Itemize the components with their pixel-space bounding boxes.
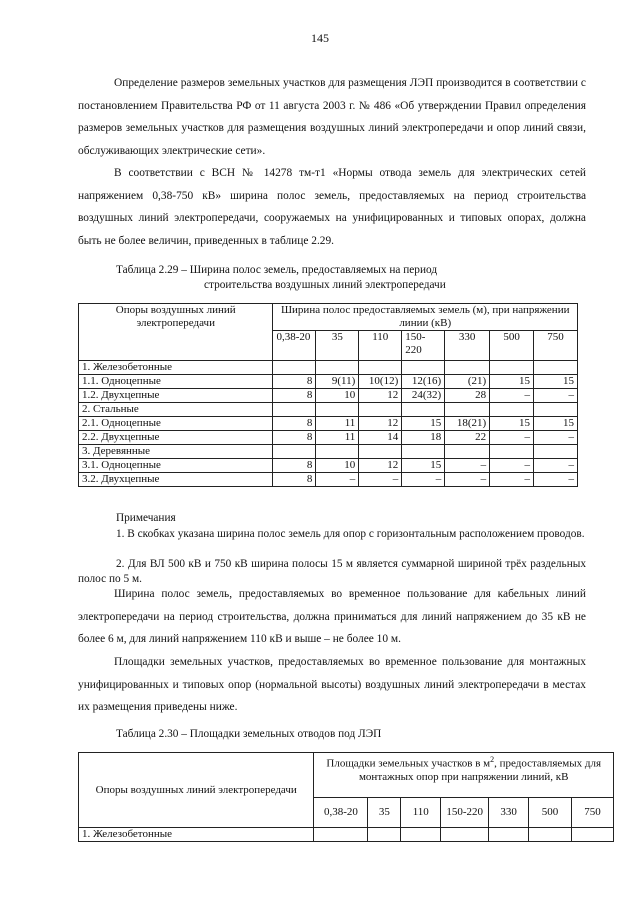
table-229-cell: –: [359, 473, 402, 487]
table-229-row-label: 1.1. Одноцепные: [79, 375, 273, 389]
table-229-cell: [534, 361, 578, 375]
table-229: [78, 303, 578, 487]
table-229-cell: (21): [445, 375, 490, 389]
table-229-cell: 11: [316, 431, 359, 445]
voltage-header: 500: [490, 331, 534, 361]
table-229-cell: –: [316, 473, 359, 487]
table-229-row: [79, 459, 578, 473]
table-229-cell: –: [445, 473, 490, 487]
table-229-cell: 8: [273, 431, 316, 445]
table-229-cell: [316, 445, 359, 459]
table-229-cell: –: [490, 473, 534, 487]
table-229-caption-line2: строительства воздушных линий электропередачи: [204, 279, 446, 291]
table-229-cell: 10: [316, 389, 359, 403]
table-229-cell: [316, 403, 359, 417]
voltage-header: 35: [368, 798, 401, 828]
table-229-cell: [359, 445, 402, 459]
table-229-row-label: 1. Железобетонные: [79, 361, 273, 375]
table-229-cell: [534, 445, 578, 459]
table-230-cell: [314, 828, 368, 842]
table-229-row: [79, 403, 578, 417]
table-230-row-label: 1. Железобетонные: [79, 828, 314, 842]
table-230-header-post: , предоставляемых для монтажных опор при напряжении линий, кВ: [358, 757, 602, 783]
table-229-cell: [273, 445, 316, 459]
table-229-cell: [359, 403, 402, 417]
paragraph-intro: Определение размеров земельных участков для размещения ЛЭП производится в соответствии с постановлением Правительства РФ от 11 августа 2003 г. № 486 «Об утверждении Правил определения размеров земельных участков для размещения воздушных линий электропередачи и опор линий связи, обслуживающих электрические сети».: [78, 77, 586, 157]
table-229-cell: 12: [359, 459, 402, 473]
table-229-cell: [490, 361, 534, 375]
table-229-row-label: 3. Деревянные: [79, 445, 273, 459]
table-229-cell: 8: [273, 417, 316, 431]
table-229-cell: –: [445, 459, 490, 473]
table-229-cell: 18: [402, 431, 445, 445]
table-229-cell: [445, 361, 490, 375]
table-229-cell: 12: [359, 389, 402, 403]
table-229-cell: [402, 403, 445, 417]
paragraph-cable-lines: Ширина полос земель, предоставляемых во временное пользование для кабельных линий электропередачи на период строительства, должна приниматься для линий напряжением до 35 кВ не более 6 м, для линий напряжением 110 кВ и выше – не более 10 м.: [78, 588, 586, 645]
table-230-cell: [401, 828, 441, 842]
table-229-cell: 15: [534, 417, 578, 431]
table-229-cell: [534, 403, 578, 417]
voltage-header: 0,38-20: [314, 798, 368, 828]
table-229-cell: –: [490, 389, 534, 403]
voltage-header: 330: [489, 798, 529, 828]
paragraph-sites: Площадки земельных участков, предоставляемых во временное пользование для монтажных унифицированных и типовых опор (нормальной высоты) воздушных линий электропередачи в местах их размещения приведены ниже.: [78, 656, 586, 713]
table-229-row: [79, 431, 578, 445]
table-229-row: [79, 361, 578, 375]
table-230-header-supports: Опоры воздушных линий электропередачи: [79, 753, 314, 828]
table-229-row: [79, 445, 578, 459]
table-229-cell: [490, 403, 534, 417]
table-229-cell: [359, 361, 402, 375]
page-number: 145: [311, 31, 329, 45]
table-229-cell: 18(21): [445, 417, 490, 431]
table-229-cell: –: [534, 431, 578, 445]
table-229-cell: 12(16): [402, 375, 445, 389]
table-229-cell: 12: [359, 417, 402, 431]
voltage-header: 110: [359, 331, 402, 361]
table-229-cell: 24(32): [402, 389, 445, 403]
table-230-cell: [441, 828, 489, 842]
table-229-row: [79, 473, 578, 487]
table-229-row-label: 2.1. Одноцепные: [79, 417, 273, 431]
voltage-header: 35: [316, 331, 359, 361]
table-229-cell: 15: [402, 459, 445, 473]
table-229-cell: –: [534, 389, 578, 403]
table-229-cell: 14: [359, 431, 402, 445]
table-230-header-pre: Площадки земельных участков в м: [326, 757, 491, 770]
table-230-cell: [572, 828, 614, 842]
table-229-cell: [490, 445, 534, 459]
voltage-header: 150-220: [402, 331, 445, 361]
table-229-cell: [316, 361, 359, 375]
notes-title: Примечания: [116, 512, 176, 524]
table-229-cell: 8: [273, 375, 316, 389]
table-229-cell: 15: [534, 375, 578, 389]
table-229-cell: –: [490, 431, 534, 445]
table-230-header-sup: 2: [490, 755, 495, 764]
table-230-cell: [489, 828, 529, 842]
note-2: 2. Для ВЛ 500 кВ и 750 кВ ширина полосы 15 м является суммарной шириной трёх раздельных полос по 5 м.: [78, 558, 586, 585]
table-229-header-width: Ширина полос предоставляемых земель (м), при напряжении линии (кВ): [273, 304, 578, 331]
table-229-cell: [273, 403, 316, 417]
table-229-row-label: 2. Стальные: [79, 403, 273, 417]
table-229-cell: –: [534, 459, 578, 473]
table-230: [78, 752, 614, 842]
table-229-cell: –: [402, 473, 445, 487]
table-229-cell: 10: [316, 459, 359, 473]
voltage-header: 0,38-20: [273, 331, 316, 361]
table-229-cell: [402, 361, 445, 375]
table-229-row-label: 3.2. Двухцепные: [79, 473, 273, 487]
note-1: 1. В скобках указана ширина полос земель для опор с горизонтальным расположением проводов.: [116, 528, 585, 540]
table-229-cell: 22: [445, 431, 490, 445]
voltage-header: 500: [529, 798, 572, 828]
voltage-header: 330: [445, 331, 490, 361]
voltage-header: 110: [401, 798, 441, 828]
table-229-cell: 8: [273, 389, 316, 403]
table-229-cell: [445, 445, 490, 459]
table-229-row: [79, 389, 578, 403]
table-229-cell: –: [490, 459, 534, 473]
table-229-caption-line1: Таблица 2.29 – Ширина полос земель, предоставляемых на период: [116, 264, 438, 276]
table-229-cell: [273, 361, 316, 375]
paragraph-vsn: В соответствии с ВСН № 14278 тм-т1 «Нормы отвода земель для электрических сетей напряжением 0,38-750 кВ» ширина полос земель, предоставляемых на период строительства воздушных линий электропередачи, сооружаемых на унифицированных и типовых опорах, должна быть не более величин, приведенных в таблице 2.29.: [78, 167, 586, 247]
table-229-cell: [445, 403, 490, 417]
voltage-header: 750: [572, 798, 614, 828]
table-229-row: [79, 417, 578, 431]
table-230-header-areas: [314, 753, 614, 798]
table-229-row-label: 2.2. Двухцепные: [79, 431, 273, 445]
voltage-header: 750: [534, 331, 578, 361]
table-229-cell: 15: [402, 417, 445, 431]
table-229-row-label: 3.1. Одноцепные: [79, 459, 273, 473]
table-229-cell: 9(11): [316, 375, 359, 389]
table-229-cell: 15: [490, 417, 534, 431]
table-229-row-label: 1.2. Двухцепные: [79, 389, 273, 403]
table-229-cell: –: [534, 473, 578, 487]
table-230-cell: [368, 828, 401, 842]
table-229-cell: 8: [273, 473, 316, 487]
table-230-cell: [529, 828, 572, 842]
table-229-cell: 28: [445, 389, 490, 403]
table-229-row: [79, 375, 578, 389]
table-229-cell: 15: [490, 375, 534, 389]
voltage-header: 150-220: [441, 798, 489, 828]
table-230-caption: Таблица 2.30 – Площадки земельных отводов под ЛЭП: [116, 728, 382, 740]
table-229-header-supports: Опоры воздушных линий электропередачи: [79, 304, 273, 361]
table-229-cell: 8: [273, 459, 316, 473]
table-229-cell: [402, 445, 445, 459]
table-229-cell: 11: [316, 417, 359, 431]
table-229-cell: 10(12): [359, 375, 402, 389]
